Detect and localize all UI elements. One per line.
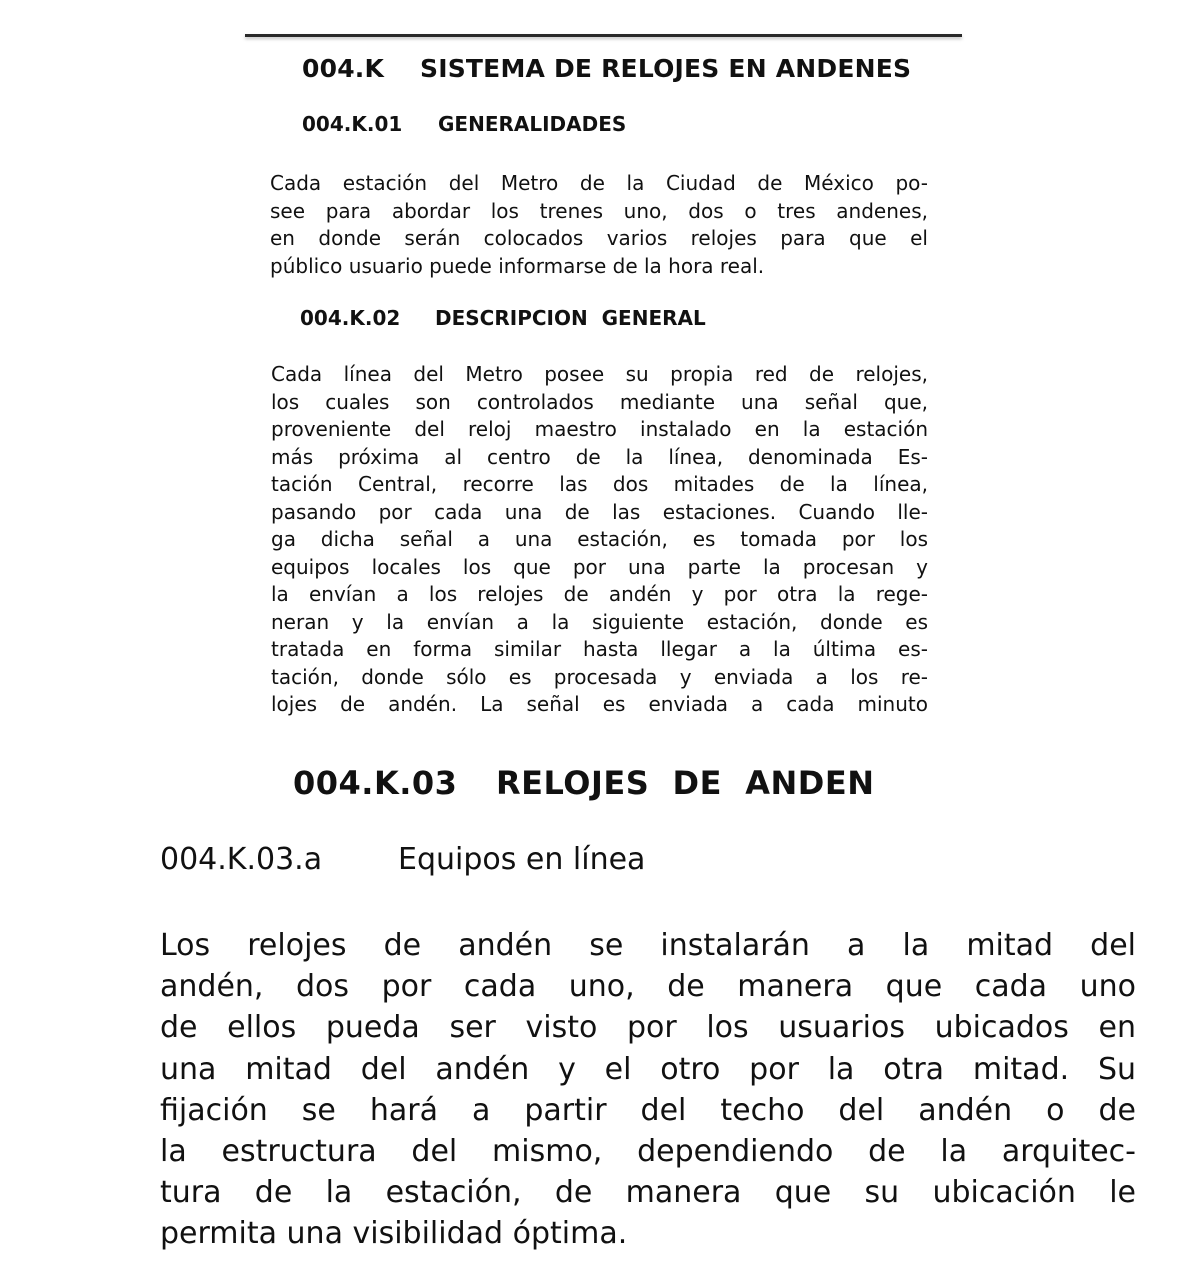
paragraph-line: la estructura del mismo, dependiendo de la arquitec- [160, 1134, 1136, 1170]
paragraph-line: ga dicha señal a una estación, es tomada por los [271, 527, 928, 551]
subsection-heading-relojes [293, 764, 875, 802]
section-heading [302, 54, 911, 83]
subsection-number: 004.K.02 [300, 306, 401, 330]
subsection-title: RELOJES DE ANDEN [496, 764, 875, 802]
paragraph-line: tación Central, recorre las dos mitades de la línea, [271, 472, 928, 496]
paragraph-line: en donde serán colocados varios relojes para que el [270, 226, 928, 250]
subsection-title: DESCRIPCION GENERAL [435, 306, 706, 330]
paragraph-descripcion [271, 361, 928, 719]
paragraph-line: Cada línea del Metro posee su propia red de relojes, [271, 362, 928, 386]
paragraph-line: andén, dos por cada uno, de manera que cada uno [160, 969, 1136, 1005]
subsection-heading-generalidades [302, 112, 626, 136]
paragraph-line: tratada en forma similar hasta llegar a la última es- [271, 637, 928, 661]
paragraph-line: una mitad del andén y el otro por la otra mitad. Su [160, 1051, 1136, 1087]
subsection-heading-descripcion [300, 306, 706, 330]
paragraph-line: los cuales son controlados mediante una señal que, [271, 389, 928, 414]
paragraph-line: fijación se hará a partir del techo del andén o de [160, 1092, 1136, 1128]
paragraph-line: lojes de andén. La señal es enviada a cada minuto [271, 692, 928, 716]
item-heading [160, 842, 645, 877]
paragraph-line: público usuario puede informarse de la hora real. [270, 253, 765, 278]
paragraph-line: Los relojes de andén se instalarán a la mitad del [160, 928, 1136, 963]
paragraph-generalidades [270, 170, 928, 280]
paragraph-line: pasando por cada una de las estaciones. Cuando lle- [271, 499, 928, 524]
paragraph-line: equipos locales los que por una parte la procesan y [271, 554, 928, 579]
paragraph-line: de ellos pueda ser visto por los usuarios ubicados en [160, 1010, 1136, 1046]
paragraph-line: tura de la estación, de manera que su ubicación le [160, 1175, 1136, 1211]
paragraph-line: neran y la envían a la siguiente estación, donde es [271, 609, 928, 634]
paragraph-line: la envían a los relojes de andén y por otra la rege- [271, 582, 928, 606]
section-number: 004.K [302, 54, 385, 83]
item-title: Equipos en línea [398, 842, 646, 877]
subsection-title: GENERALIDADES [438, 112, 627, 136]
paragraph-equipos [160, 925, 1136, 1255]
item-number: 004.K.03.a [160, 842, 323, 877]
paragraph-line: permita una visibilidad óptima. [160, 1216, 628, 1252]
paragraph-line: más próxima al centro de la línea, denominada Es- [271, 444, 928, 469]
paragraph-line: Cada estación del Metro de la Ciudad de México po- [270, 171, 928, 195]
paragraph-line: proveniente del reloj maestro instalado en la estación [271, 417, 928, 441]
subsection-number: 004.K.01 [302, 112, 403, 136]
paragraph-line: see para abordar los trenes uno, dos o tres andenes, [270, 198, 928, 223]
paragraph-line: tación, donde sólo es procesada y enviada a los re- [271, 664, 928, 689]
subsection-number: 004.K.03 [293, 764, 458, 802]
section-title: SISTEMA DE RELOJES EN ANDENES [420, 54, 912, 83]
top-rule [245, 34, 962, 37]
